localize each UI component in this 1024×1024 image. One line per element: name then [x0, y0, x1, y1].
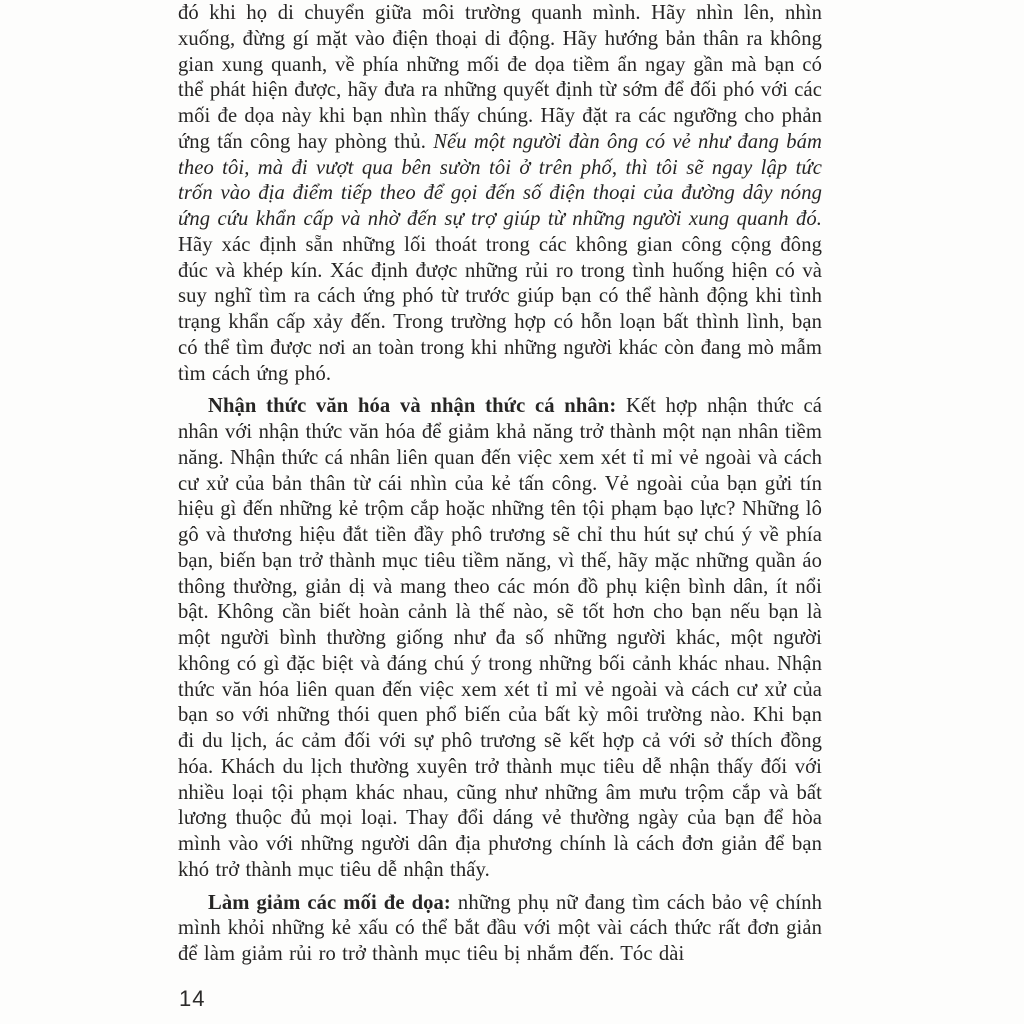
page-number: 14 — [179, 986, 206, 1011]
text-segment-regular: Hãy xác định sẵn những lối thoát trong các không gian công cộng đông đúc và khép kín. Xác định được những rủi ro trong tình huống hiện có và suy nghĩ tìm ra cách ứng phó từ trước giúp bạn có thể hành động khi tình trạng khẩn cấp xảy đến. Trong trường hợp có hỗn loạn bất thình lình, bạn có thể tìm được nơi an toàn trong khi những người khác còn đang mò mẫm tìm cách ứng phó. — [178, 233, 822, 385]
paragraph — [178, 1, 822, 387]
page-text — [178, 1, 822, 975]
text-segment-regular: Kết hợp nhận thức cá nhân với nhận thức văn hóa để giảm khả năng trở thành một nạn nhân tiềm năng. Nhận thức cá nhân liên quan đến việc xem xét tỉ mỉ vẻ ngoài và cách cư xử của bản thân từ cái nhìn của kẻ tấn công. Vẻ ngoài của bạn gửi tín hiệu gì đến những kẻ trộm cắp hoặc những tên tội phạm bạo lực? Những lô gô và thương hiệu đắt tiền đầy phô trương sẽ chỉ thu hút sự chú ý về phía bạn, biến bạn trở thành mục tiêu tiềm năng, vì thế, hãy mặc những quần áo thông thường, giản dị và mang theo các món đồ phụ kiện bình dân, ít nổi bật. Không cần biết hoàn cảnh là thế nào, sẽ tốt hơn cho bạn nếu bạn là một người bình thường giống như đa số những người khác, một người không có gì đặc biệt và đáng chú ý trong những bối cảnh khác nhau. Nhận thức văn hóa liên quan đến việc xem xét tỉ mỉ vẻ ngoài và cách cư xử của bạn so với những thói quen phổ biến của bất kỳ môi trường nào. Khi bạn đi du lịch, ác cảm đối với sự phô trương sẽ kết hợp cả với sở thích đồng hóa. Khách du lịch thường xuyên trở thành mục tiêu dễ nhận thấy đối với nhiều loại tội phạm khác nhau, cũng như những âm mưu trộm cắp và bất lương thuộc đủ mọi loại. Thay đổi dáng vẻ thường ngày của bạn để hòa mình vào với những người dân địa phương chính là cách đơn giản để bạn khó trở thành mục tiêu dễ nhận thấy. — [178, 395, 823, 881]
paragraph — [178, 891, 822, 968]
text-segment-italic: Nếu một người đàn ông có vẻ như đang bám theo tôi, mà đi vượt qua bên sườn tôi ở trên phố, thì tôi sẽ ngay lập tức trốn vào địa điểm tiếp theo để gọi đến số điện thoại của đường dây nóng ứng cứu khẩn cấp và nhờ đến sự trợ giúp từ những người xung quanh đó. — [178, 130, 822, 230]
paragraph — [178, 394, 822, 883]
text-segment-regular: đó khi họ di chuyển giữa môi trường quanh mình. Hãy nhìn lên, nhìn xuống, đừng gí mặt vào điện thoại di động. Hãy hướng bản thân ra không gian xung quanh, về phía những mối đe dọa tiềm ẩn ngay gần mà bạn có thể phát hiện được, hãy đưa ra những quyết định từ sớm để đối phó với các mối đe dọa này khi bạn nhìn thấy chúng. Hãy đặt ra các ngưỡng cho phản ứng tấn công hay phòng thủ. — [178, 2, 822, 153]
text-segment-regular: những phụ nữ đang tìm cách bảo vệ chính mình khỏi những kẻ xấu có thể bắt đầu với một vài cách thức rất đơn giản để làm giảm rủi ro trở thành mục tiêu bị nhắm đến. Tóc dài — [178, 891, 822, 965]
text-segment-bold: Nhận thức văn hóa và nhận thức cá nhân: — [208, 395, 626, 418]
text-segment-bold: Làm giảm các mối đe dọa: — [208, 891, 458, 914]
